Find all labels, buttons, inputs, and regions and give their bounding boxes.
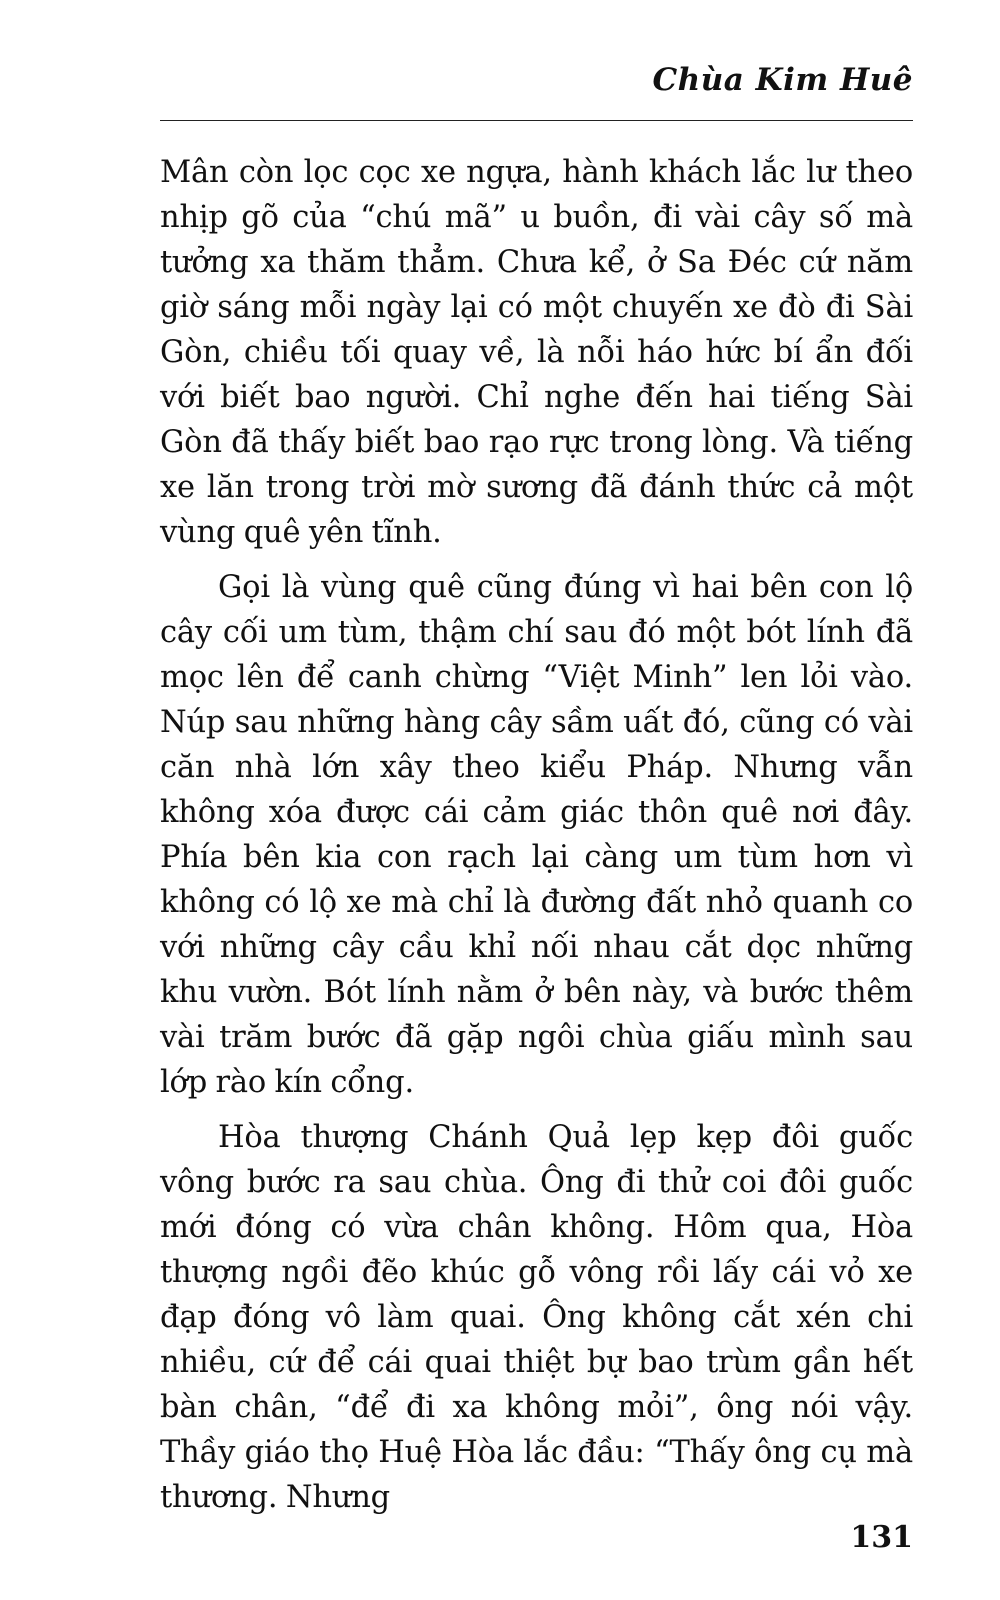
header-divider (160, 120, 913, 121)
paragraph-continued: Mân còn lọc cọc xe ngựa, hành khách lắc lư theo nhịp gõ của “chú mã” u buồn, đi vài cây số mà tưởng xa thăm thẳm. Chưa kể, ở Sa Đéc cứ năm giờ sáng mỗi ngày lại có một chuyến xe đò đi Sài Gòn, chiều tối quay về, là nỗi háo hức bí ẩn đối với biết bao người. Chỉ nghe đến hai tiếng Sài Gòn đã thấy biết bao rạo rực trong lòng. Và tiếng xe lăn trong trời mờ sương đã đánh thức cả một vùng quê yên tĩnh. (160, 155, 913, 550)
body-text (160, 150, 913, 1520)
running-header-title: Chùa Kim Huê (652, 62, 913, 98)
paragraph: Gọi là vùng quê cũng đúng vì hai bên con lộ cây cối um tùm, thậm chí sau đó một bót lính đã mọc lên để canh chừng “Việt Minh” len lỏi vào. Núp sau những hàng cây sầm uất đó, cũng có vài căn nhà lớn xây theo kiểu Pháp. Nhưng vẫn không xóa được cái cảm giác thôn quê nơi đây. Phía bên kia con rạch lại càng um tùm hơn vì không có lộ xe mà chỉ là đường đất nhỏ quanh co với những cây cầu khỉ nối nhau cắt dọc những khu vườn. Bót lính nằm ở bên này, và bước thêm vài trăm bước đã gặp ngôi chùa giấu mình sau lớp rào kín cổng. (160, 570, 913, 1100)
paragraph: Hòa thượng Chánh Quả lẹp kẹp đôi guốc vông bước ra sau chùa. Ông đi thử coi đôi guốc mới đóng có vừa chân không. Hôm qua, Hòa thượng ngồi đẽo khúc gỗ vông rồi lấy cái vỏ xe đạp đóng vô làm quai. Ông không cắt xén chi nhiều, cứ để cái quai thiệt bự bao trùm gần hết bàn chân, “để đi xa không mỏi”, ông nói vậy. Thầy giáo thọ Huệ Hòa lắc đầu: “Thấy ông cụ mà thương. Nhưng (160, 1120, 913, 1515)
page-number: 131 (850, 1520, 913, 1555)
